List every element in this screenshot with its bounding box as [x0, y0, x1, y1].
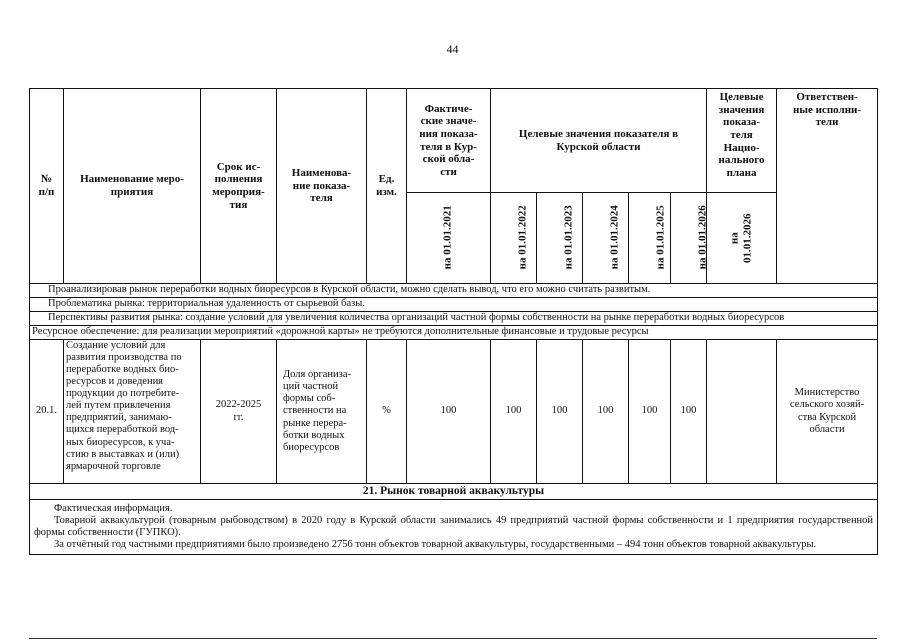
table-row [30, 340, 878, 484]
factual-info [30, 500, 878, 555]
col-header-target-values [491, 89, 707, 193]
page-number: 44 [446, 42, 459, 56]
col-header-indicator-name [277, 89, 367, 284]
row-national [707, 340, 777, 484]
row-measure [64, 340, 201, 484]
row-responsible-text: Министерство сельского хозяй- ства Курской области [790, 387, 865, 435]
section-title: 21. Рынок товарной аквакультуры [30, 484, 878, 500]
note-resources: Ресурсное обеспечение: для реализации мероприятий «дорожной карты» не требуются дополнительные финансовые и трудовые ресурсы [30, 326, 878, 340]
row-indicator [277, 340, 367, 484]
col-header-measure-name-text: Наименование меро- приятия [80, 173, 184, 198]
row-target-2023: 100 [537, 340, 583, 484]
note-problems: Проблематика рынка: территориальная удаленность от сырьевой базы. [30, 298, 878, 312]
col-header-unit [367, 89, 407, 284]
col-header-responsible-text: Ответствен- ные исполни- тели [793, 91, 862, 129]
col-header-num-text: № п/п [38, 173, 55, 198]
col-header-target-values-text: Целевые значения показателя в Курской области [518, 127, 679, 153]
date-header-actual-text: на 01.01.2021 [442, 205, 455, 270]
info-paragraph-1: Товарной аквакультурой (товарным рыбоводством) в 2020 году в Курской области занимались 49 предприятий частной формы собственности и 1 предприятия государственной формы собственности (ГУПКО). [34, 515, 874, 539]
date-header-national [707, 193, 777, 284]
col-header-unit-text: Ед. изм. [376, 173, 397, 198]
bottom-rule [29, 638, 877, 639]
date-header-2022 [491, 193, 537, 284]
row-actual: 100 [407, 340, 491, 484]
date-header-2023-text: на 01.01.2023 [562, 205, 575, 270]
col-header-actual-values [407, 89, 491, 193]
row-responsible [777, 340, 878, 484]
row-num: 20.1. [30, 340, 64, 484]
row-target-2022: 100 [491, 340, 537, 484]
row-deadline-text: 2022-2025 гг. [215, 399, 262, 423]
date-header-2026-text: на 01.01.2026 [696, 205, 709, 270]
date-header-2022-text: на 01.01.2022 [516, 205, 529, 270]
note-prospects: Перспективы развития рынка: создание условий для увеличения количества организаций частной формы собственности на рынке переработки водных биоресурсов [30, 312, 878, 326]
col-header-actual-values-text: Фактиче- ские значе- ния показа- теля в Кур- ской обла- сти [419, 102, 478, 178]
col-header-num [30, 89, 64, 284]
date-header-2024 [583, 193, 629, 284]
col-header-responsible [777, 89, 878, 284]
row-target-2026: 100 [671, 340, 707, 484]
col-header-indicator-name-text: Наименова- ние показа- теля [291, 167, 352, 205]
info-heading: Фактическая информация. [54, 503, 173, 514]
info-paragraph-2: За отчётный год частными предприятиями было произведено 2756 тонн объектов товарной аквакультуры, государственными – 494 тонн объектов товарной аквакультуры. [54, 539, 817, 551]
col-header-measure-name [64, 89, 201, 284]
date-header-actual [407, 193, 491, 284]
row-indicator-text: Доля организа- ций частной формы соб- ственности на рынке перера- ботки водных биоресурсов [283, 369, 351, 453]
date-header-national-text: на 01.01.2026 [728, 213, 754, 263]
row-unit: % [367, 340, 407, 484]
row-deadline [201, 340, 277, 484]
col-header-national-target [707, 89, 777, 193]
date-header-2026 [671, 193, 707, 284]
row-target-2024: 100 [583, 340, 629, 484]
date-header-2023 [537, 193, 583, 284]
note-analysis: Проанализировав рынок переработки водных биоресурсов в Курской области, можно сделать вывод, что его можно считать развитым. [30, 284, 878, 298]
col-header-deadline [201, 89, 277, 284]
col-header-national-target-text: Целевые значения показа- теля Нацио- нального плана [718, 91, 765, 179]
date-header-2025-text: на 01.01.2025 [654, 205, 667, 270]
row-measure-text: Создание условий для развития производства по переработке водных био- ресурсов и доведения продукции до потребите- лей путем привлечения предприятий, занимаю- щихся переработкой вод- ных биоресурсов, к уча- стию в выставках и (или) ярмарочной торговле [66, 340, 182, 472]
row-target-2025: 100 [629, 340, 671, 484]
date-header-2025 [629, 193, 671, 284]
roadmap-table [29, 88, 878, 555]
date-header-2024-text: на 01.01.2024 [608, 205, 621, 270]
col-header-deadline-text: Срок ис- полнения мероприя- тия [212, 160, 265, 211]
